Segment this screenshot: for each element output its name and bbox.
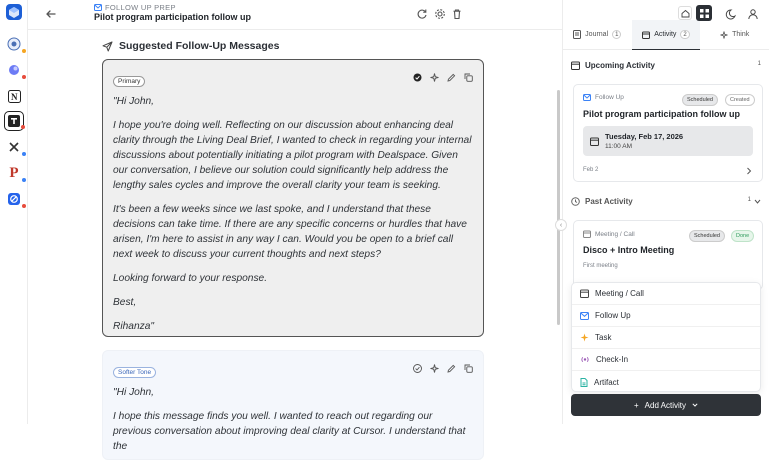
menu-item-label: Task bbox=[595, 333, 612, 342]
menu-item-follow-up[interactable] bbox=[572, 305, 760, 327]
scrollbar[interactable] bbox=[557, 90, 560, 325]
tag-primary: Primary bbox=[113, 76, 145, 87]
rail-app-2[interactable] bbox=[4, 60, 24, 80]
calendar-icon bbox=[583, 230, 591, 238]
copy-icon[interactable] bbox=[464, 360, 473, 369]
task-icon bbox=[580, 333, 589, 342]
sparkle-icon bbox=[720, 31, 728, 39]
signal-icon bbox=[580, 355, 590, 364]
main-content bbox=[28, 30, 562, 452]
tab-journal-count: 1 bbox=[612, 30, 621, 39]
add-activity-label: Add Activity bbox=[644, 400, 687, 410]
panel-tabs bbox=[563, 0, 769, 50]
edit-icon[interactable] bbox=[447, 69, 456, 78]
upcoming-header[interactable] bbox=[571, 61, 761, 70]
mail-icon bbox=[94, 4, 102, 11]
message-paragraph: I hope you're doing well. Reflecting on our discussion about enhancing deal clarity through the Living Deal Brief, I wanted to check in regarding your internal discussions about potentially initiating a pilot program with Dealspace. Given our conversation, I believe our solution could significantly help address the lengthy sales cycles and improve the overall clarity your team is seeking. bbox=[113, 120, 472, 191]
rail-app-active[interactable] bbox=[4, 111, 24, 131]
menu-item-meeting-call[interactable] bbox=[572, 283, 760, 305]
sparkle-icon[interactable] bbox=[430, 360, 439, 369]
activity-title: Pilot program participation follow up bbox=[583, 109, 740, 119]
message-paragraph: It's been a few weeks since we last spoke, and I understand that these decisions can take time. If there are any specific concerns or hurdles that have arisen, I'm here to assist in any way I can. Would you be open to a brief call next week to discuss your current thoughts and next steps? bbox=[113, 204, 467, 260]
back-arrow-icon[interactable] bbox=[44, 7, 58, 21]
send-icon bbox=[102, 41, 113, 52]
upcoming-label: Upcoming Activity bbox=[585, 61, 655, 70]
user-icon[interactable] bbox=[747, 7, 759, 19]
tab-activity[interactable] bbox=[632, 20, 701, 50]
activity-type-label: Follow Up bbox=[595, 94, 624, 101]
edit-icon[interactable] bbox=[447, 360, 456, 369]
file-icon bbox=[580, 378, 588, 387]
message-paragraph: I hope this message finds you well. I wanted to reach out regarding our previous conversation about improving deal clarity at Cursor. I understand that the bbox=[113, 411, 466, 452]
rail-app-blocked[interactable] bbox=[4, 189, 24, 209]
message-paragraph: Best, bbox=[113, 297, 137, 308]
plus-icon: + bbox=[633, 400, 639, 410]
rail-app-1[interactable] bbox=[4, 34, 24, 54]
sparkle-icon[interactable] bbox=[430, 69, 439, 78]
check-icon[interactable] bbox=[413, 69, 422, 78]
check-circle-icon[interactable] bbox=[413, 360, 422, 369]
chevron-down-icon[interactable] bbox=[754, 199, 761, 204]
activity-type bbox=[583, 230, 635, 238]
activity-type bbox=[583, 94, 624, 101]
activity-time: 11:00 AM bbox=[605, 143, 632, 150]
rail-app-notion[interactable] bbox=[4, 86, 24, 106]
section-title bbox=[102, 40, 279, 52]
menu-item-check-in[interactable] bbox=[572, 349, 760, 371]
breadcrumb-label: FOLLOW UP PREP bbox=[105, 3, 176, 12]
history-icon bbox=[571, 197, 580, 206]
calendar-icon bbox=[590, 137, 599, 146]
rail-app-x[interactable] bbox=[4, 137, 24, 157]
calendar-icon bbox=[571, 61, 580, 70]
status-badge-done: Done bbox=[731, 230, 754, 242]
activity-card-past[interactable] bbox=[573, 220, 763, 290]
activity-created-date: Feb 2 bbox=[583, 167, 599, 173]
menu-item-label: Meeting / Call bbox=[595, 289, 644, 298]
app-rail bbox=[0, 0, 28, 424]
message-paragraph: "Hi John, bbox=[113, 387, 154, 398]
gear-icon[interactable] bbox=[434, 8, 446, 20]
past-activity-header[interactable] bbox=[571, 197, 761, 206]
upcoming-count: 1 bbox=[757, 61, 761, 67]
message-card-soft[interactable] bbox=[102, 350, 484, 460]
tab-journal-label: Journal bbox=[585, 31, 609, 38]
past-activity-label: Past Activity bbox=[585, 197, 633, 206]
mail-icon bbox=[580, 312, 589, 320]
app-logo[interactable] bbox=[6, 4, 22, 20]
refresh-icon[interactable] bbox=[416, 8, 428, 20]
rail-app-p[interactable]: P bbox=[4, 163, 24, 183]
message-card-primary[interactable] bbox=[102, 59, 484, 337]
message-paragraph: Looking forward to your response. bbox=[113, 273, 268, 284]
calendar-icon bbox=[642, 31, 650, 39]
chevron-right-icon[interactable] bbox=[746, 167, 752, 175]
activity-card-upcoming[interactable] bbox=[573, 84, 763, 182]
tab-think-label: Think bbox=[732, 31, 750, 38]
message-body-primary bbox=[113, 94, 473, 334]
grid-icon[interactable] bbox=[696, 5, 712, 21]
home-icon[interactable] bbox=[678, 6, 692, 20]
date-box bbox=[583, 126, 753, 156]
tab-activity-label: Activity bbox=[654, 31, 677, 38]
past-activity-count: 1 bbox=[747, 197, 751, 203]
journal-icon bbox=[573, 30, 581, 39]
message-paragraph: Rihanza" bbox=[113, 321, 154, 332]
trash-icon[interactable] bbox=[451, 8, 463, 20]
top-header bbox=[28, 0, 562, 30]
status-badge-scheduled: Scheduled bbox=[682, 94, 718, 106]
breadcrumb bbox=[94, 3, 176, 12]
tag-softer-tone: Softer Tone bbox=[113, 367, 156, 378]
section-title-text: Suggested Follow-Up Messages bbox=[119, 40, 280, 52]
menu-item-label: Artifact bbox=[594, 377, 619, 387]
tab-journal[interactable] bbox=[563, 20, 632, 50]
mail-icon bbox=[583, 94, 591, 101]
add-activity-menu bbox=[571, 282, 761, 392]
menu-item-artifact[interactable] bbox=[572, 371, 760, 393]
menu-item-label: Follow Up bbox=[595, 311, 631, 320]
menu-item-label: Check-In bbox=[596, 355, 629, 364]
activity-date: Tuesday, Feb 17, 2026 bbox=[605, 132, 684, 141]
collapse-panel-button[interactable]: ‹ bbox=[555, 219, 567, 231]
card-actions bbox=[413, 69, 473, 78]
status-badge-scheduled: Scheduled bbox=[689, 230, 725, 242]
activity-type-label: Meeting / Call bbox=[595, 230, 635, 238]
tab-think[interactable] bbox=[700, 20, 769, 50]
message-paragraph: "Hi John, bbox=[113, 96, 154, 107]
moon-icon[interactable] bbox=[726, 7, 738, 19]
tab-activity-count: 2 bbox=[680, 30, 689, 39]
status-badge-created: Created bbox=[725, 94, 755, 106]
calendar-icon bbox=[580, 289, 589, 298]
add-activity-button[interactable] bbox=[571, 394, 761, 416]
copy-icon[interactable] bbox=[464, 69, 473, 78]
activity-subtitle: First meeting bbox=[583, 263, 618, 269]
card-actions bbox=[413, 360, 473, 369]
menu-item-task[interactable] bbox=[572, 327, 760, 349]
activity-title: Disco + Intro Meeting bbox=[583, 245, 675, 255]
chevron-down-icon bbox=[692, 403, 698, 407]
svg-text:N: N bbox=[10, 91, 17, 102]
message-body-soft bbox=[113, 385, 473, 454]
page-title: Pilot program participation follow up bbox=[94, 12, 251, 22]
